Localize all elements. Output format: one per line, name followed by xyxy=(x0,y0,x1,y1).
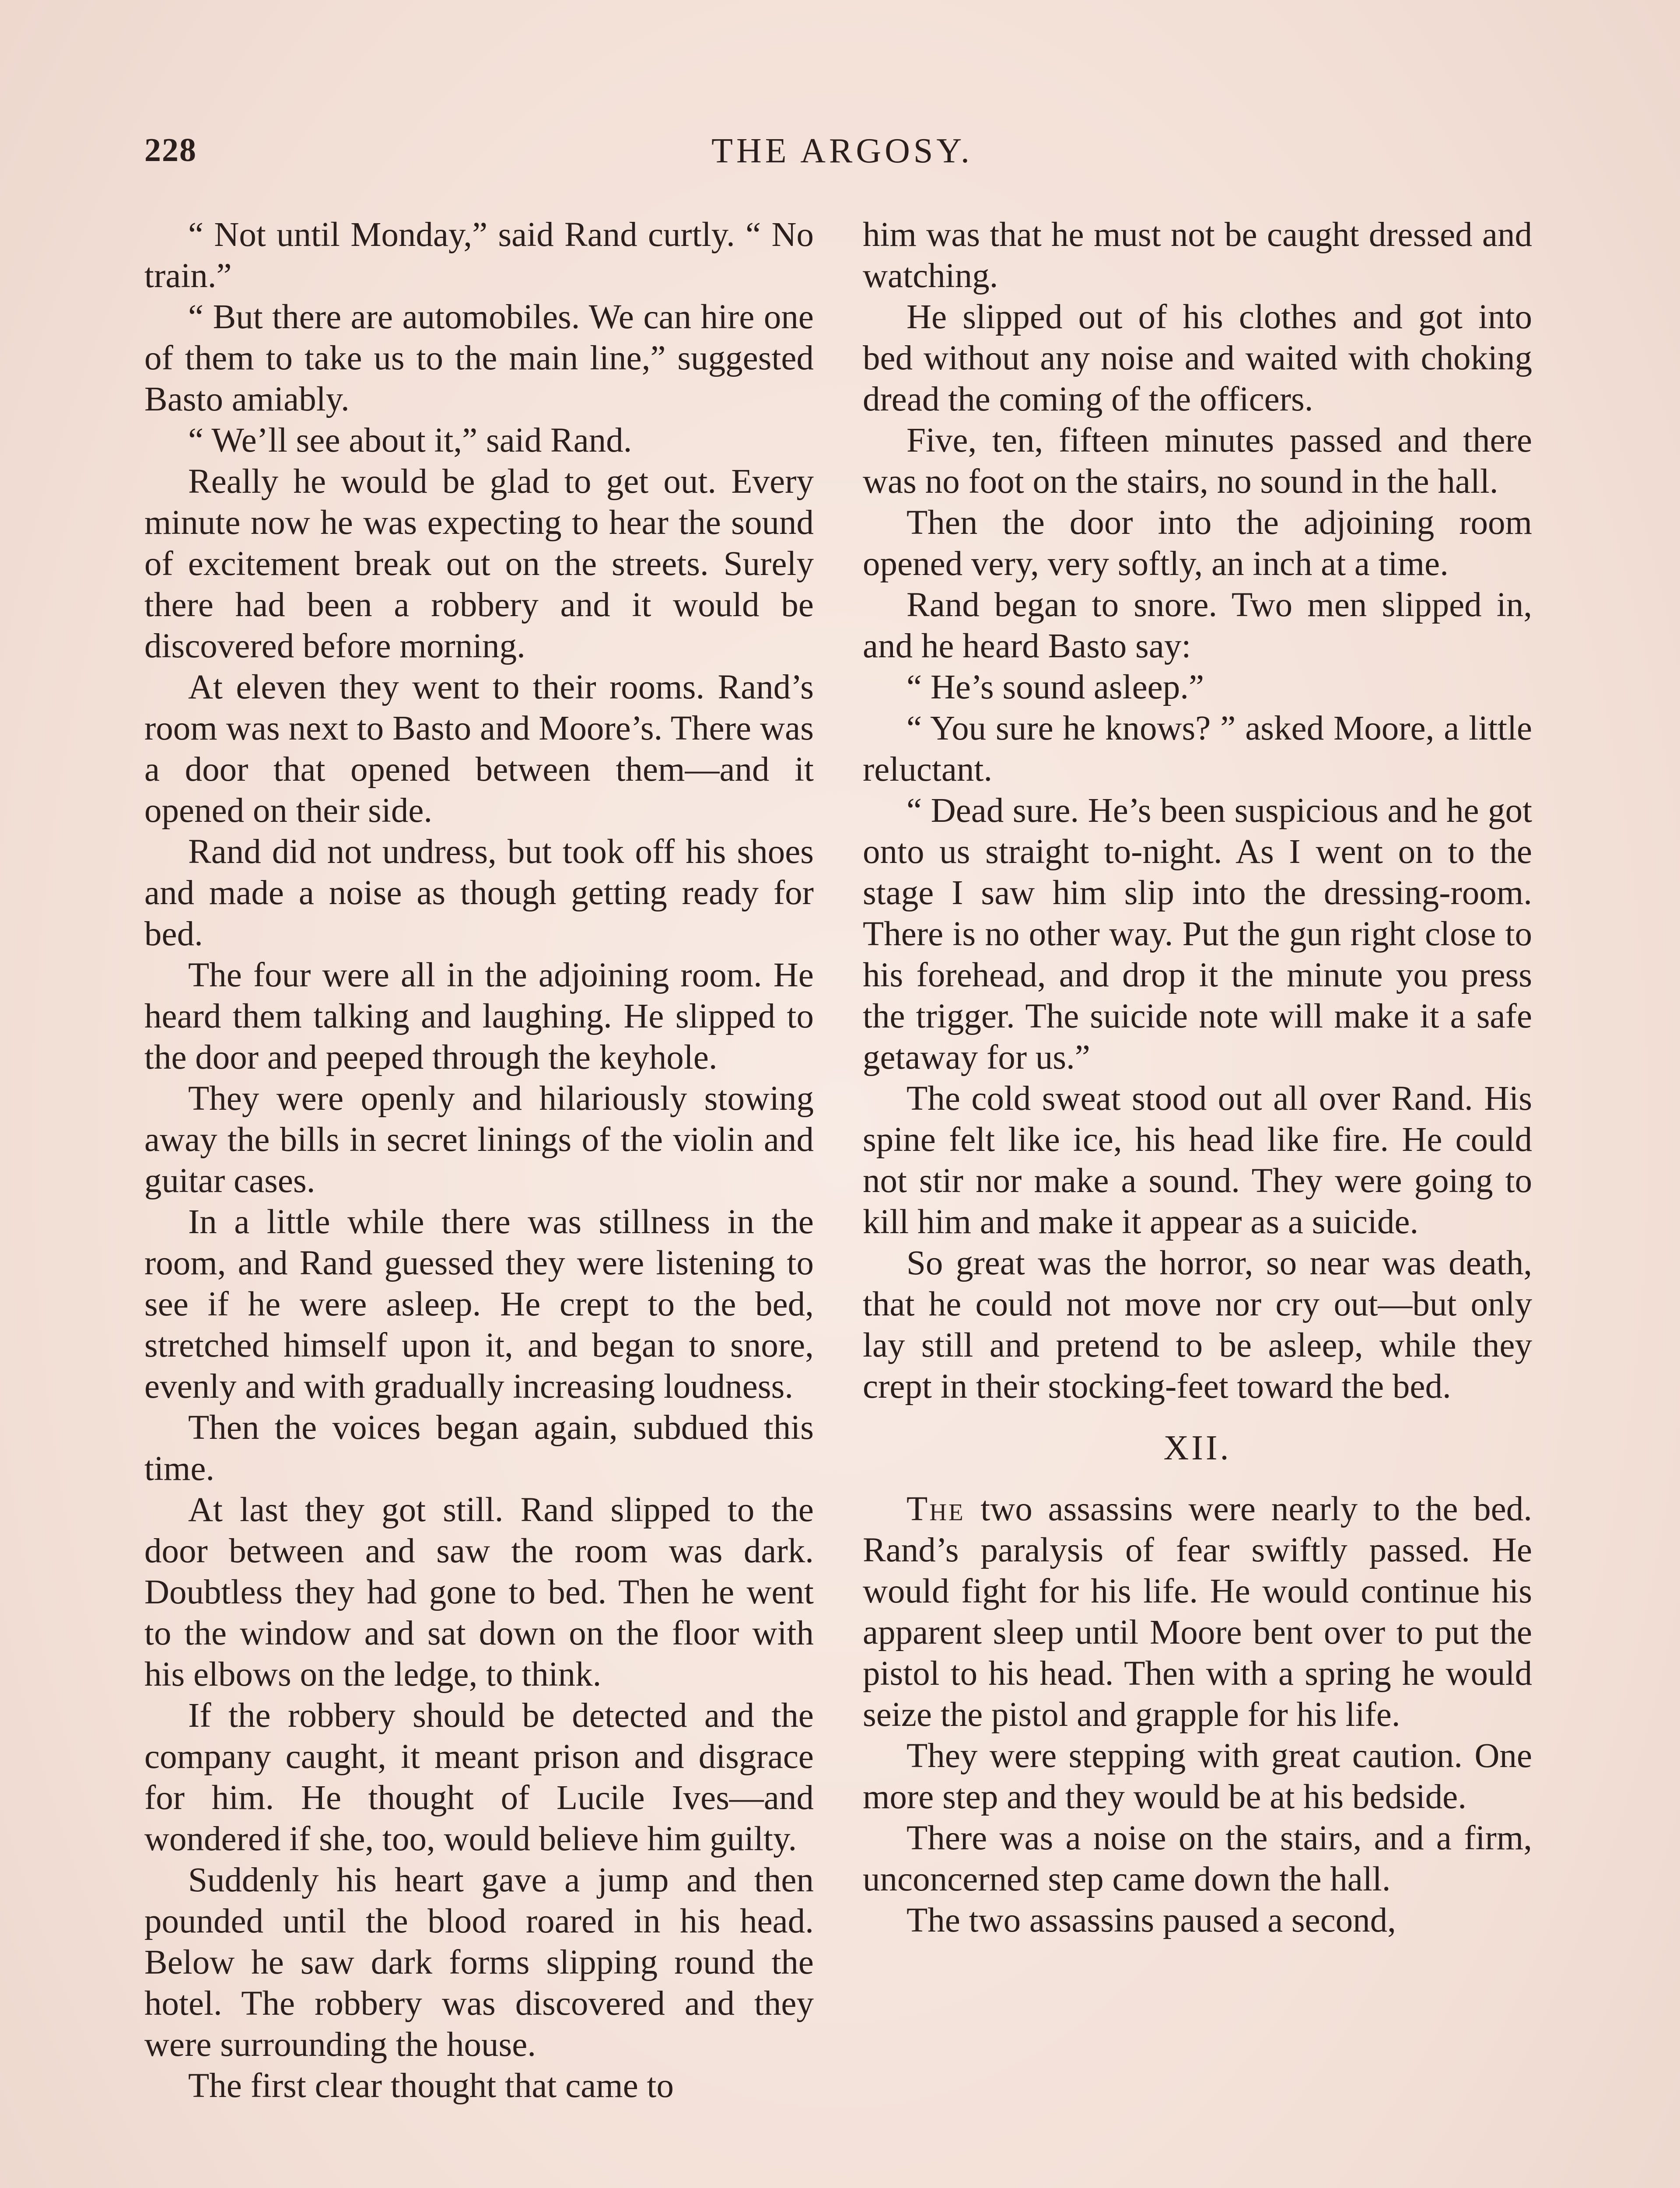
continued-paragraph: him was that he must not be caught dressed and watching. xyxy=(863,216,1532,295)
paragraph: “ You sure he knows? ” asked Moore, a little reluctant. xyxy=(863,709,1532,789)
paragraph: Five, ten, fifteen minutes passed and there was no foot on the stairs, no sound in the hall. xyxy=(863,421,1532,501)
page-header xyxy=(144,131,1540,184)
paragraph: He slipped out of his clothes and got into bed without any noise and waited with choking dread the coming of the officers. xyxy=(863,298,1532,418)
paragraph: The cold sweat stood out all over Rand. His spine felt like ice, his head like fire. He could not stir nor make a sound. They were going to kill him and make it appear as a suicide. xyxy=(863,1080,1532,1241)
paragraph: The four were all in the adjoining room. He heard them talking and laughing. He slipped to the door and peeped through the keyhole. xyxy=(144,956,814,1076)
left-column xyxy=(144,214,814,2107)
section-heading: XII. xyxy=(1163,1429,1232,1467)
page-number: 228 xyxy=(144,132,197,168)
paragraph: At eleven they went to their rooms. Rand’s room was next to Basto and Moore’s. There was a door that opened between them—and it opened on their side. xyxy=(144,668,814,830)
paragraph: Rand did not undress, but took off his shoes and made a noise as though getting ready for bed. xyxy=(144,833,814,953)
paragraph: In a little while there was stillness in the room, and Rand guessed they were listening to see if he were asleep. He crept to the bed, stretched himself upon it, and began to snore, evenly and with gradually increasing loudness. xyxy=(144,1203,814,1406)
paragraph: Rand began to snore. Two men slipped in, and he heard Basto say: xyxy=(863,586,1532,665)
paragraph: So great was the horror, so near was death, that he could not move nor cry out—but only lay still and pretend to be asleep, while they crept in their stocking-feet toward the bed. xyxy=(863,1244,1532,1406)
paragraph: “ Not until Monday,” said Rand curtly. “ No train.” xyxy=(144,216,814,295)
paragraph: They were openly and hilariously stowing away the bills in secret linings of the violin and guitar cases. xyxy=(144,1080,814,1200)
paragraph: If the robbery should be detected and the company caught, it meant prison and disgrace for him. He thought of Lucile Ives—and wondered if she, too, would believe him guilty. xyxy=(144,1697,814,1858)
paragraph: “ But there are automobiles. We can hire one of them to take us to the main line,” suggested Basto amiably. xyxy=(144,298,814,418)
section-lead-paragraph xyxy=(863,1489,1532,1736)
paragraph: “ He’s sound asleep.” xyxy=(906,668,1204,706)
lead-text: two assassins were nearly to the bed. Rand’s paralysis of fear swiftly passed. He would fight for his life. He would continue his apparent sleep until Moore bent over to put the pistol to his head. Then with a spring he would seize the pistol and grapple for his life. xyxy=(863,1490,1532,1734)
paragraph: They were stepping with great caution. One more step and they would be at his bedside. xyxy=(863,1737,1532,1816)
right-column xyxy=(863,214,1532,1941)
paragraph: The two assassins paused a second, xyxy=(906,1901,1396,1939)
lead-word: The xyxy=(906,1490,965,1528)
paragraph: “ We’ll see about it,” said Rand. xyxy=(188,421,632,459)
paragraph: There was a noise on the stairs, and a firm, unconcerned step came down the hall. xyxy=(863,1819,1532,1898)
paragraph: Then the voices began again, subdued this time. xyxy=(144,1409,814,1488)
running-title: THE ARGOSY. xyxy=(711,132,973,170)
paragraph: “ Dead sure. He’s been suspicious and he got onto us straight to-night. As I went on to the stage I saw him slip into the dressing-room. There is no other way. Put the gun right close to his forehead, and drop it the minute you press the trigger. The suicide note will make it a safe getaway for us.” xyxy=(863,792,1532,1076)
paragraph: Suddenly his heart gave a jump and then pounded until the blood roared in his head. Below he saw dark forms slipping round the hotel. The robbery was discovered and they were surrounding the house. xyxy=(144,1861,814,2064)
paragraph: The first clear thought that came to xyxy=(188,2067,674,2105)
paragraph: At last they got still. Rand slipped to the door between and saw the room was dark. Doubtless they had gone to bed. Then he went to the window and sat down on the floor with his elbows on the ledge, to think. xyxy=(144,1491,814,1694)
paragraph: Then the door into the adjoining room opened very, very softly, an inch at a time. xyxy=(863,504,1532,583)
paragraph: Really he would be glad to get out. Every minute now he was expecting to hear the sound of excitement break out on the streets. Surely there had been a robbery and it would be discovered before morning. xyxy=(144,463,814,665)
